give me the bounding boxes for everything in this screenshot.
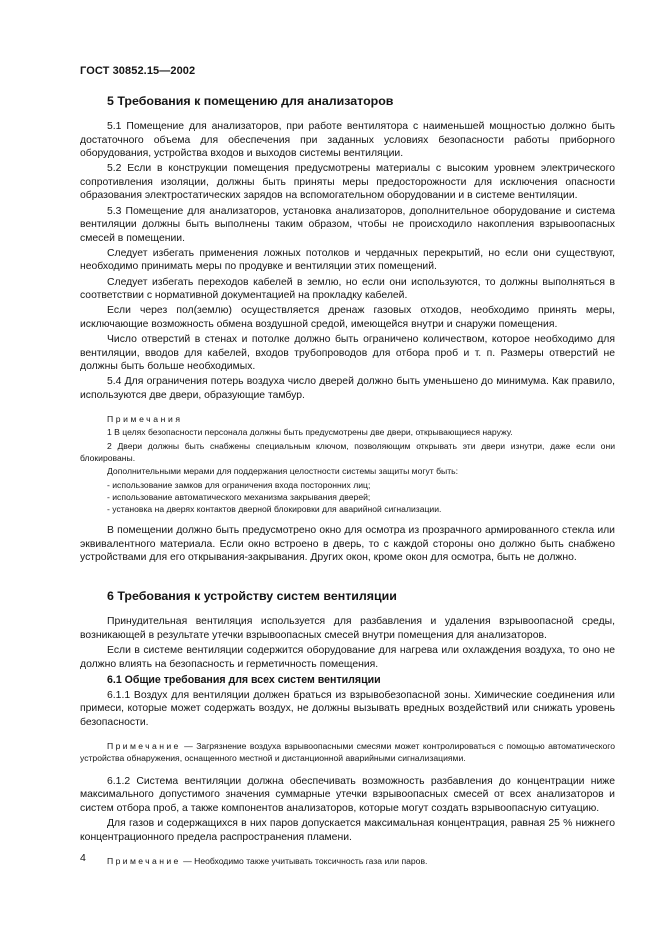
note-label: Примечание <box>107 741 181 752</box>
paragraph-6-1-1: 6.1.1 Воздух для вентиляции должен браться из взрывобезопасной зоны. Химические соединения или примеси, которые может содержать воздух, не должны вызывать вредных воздействий или снижать уровень безопасности. <box>80 689 615 728</box>
note-text: — Загрязнение воздуха взрывоопасными смесями может контролироваться с помощью автоматического устройства обнаружения, оснащенного местной и дистанционной аварийными сигнализациями. <box>80 741 615 764</box>
note-text: — Необходимо также учитывать токсичность газа или паров. <box>180 855 428 866</box>
section-5-title: 5 Требования к помещению для анализаторов <box>107 94 394 108</box>
paragraph-5-1: 5.1 Помещение для анализаторов, при работе вентилятора с наименьшей мощностью должно быть достаточного объема для обеспечения при заданных условиях безопасности работы приборного оборудования, устройства входов и выходов системы вентиляции. <box>80 121 615 160</box>
paragraph-window: В помещении должно быть предусмотрено окно для осмотра из прозрачного армированного стекла или эквивалентного материала. Если окно встроено в дверь, то с каждой стороны оно должно быть снабжено устройствами для его открывания-закрывания. Других окон, кроме окон для осмотра, быть не должно. <box>80 525 615 564</box>
paragraph-cables: Следует избегать переходов кабелей в землю, но если они используются, то должны выполняться в соответствии с нормативной документацией на прокладку кабелей. <box>80 276 615 302</box>
page-number: 4 <box>80 852 86 864</box>
paragraph-concentration: Для газов и содержащихся в них паров допускается максимальная концентрация, равная 25 % нижнего концентрационного предела распространения пламени. <box>80 818 615 843</box>
note-1: 1 В целях безопасности персонала должны быть предусмотрены две двери, открывающиеся наружу. <box>107 426 513 437</box>
document-header: ГОСТ 30852.15—2002 <box>80 65 196 77</box>
paragraph-heating-cooling: Если в системе вентиляции содержится оборудование для нагрева или охлаждения воздуха, то оно не должно влиять на безопасность и герметичность помещения. <box>80 645 615 670</box>
paragraph-6-1-2: 6.1.2 Система вентиляции должна обеспечивать возможность разбавления до концентрации ниже максимального допустимого значения суммарные утечки взрывоопасных смесей от всех анализаторов и систем отбора проб, а также компонентов анализаторов, которые могут создать взрывоопасную ситуацию. <box>80 775 615 814</box>
paragraph-openings: Число отверстий в стенах и потолке должно быть ограничено количеством, которое необходимо для вентиляции, вводов для кабелей, входов трубопроводов для отбора проб и т. п. Размеры отверстий не должны быть больше необходимых. <box>80 333 615 373</box>
paragraph-ceilings: Следует избегать применения ложных потолков и чердачных перекрытий, но если они существуют, необходимо принимать меры по продувке и вентиляции этих помещений. <box>80 247 615 273</box>
list-item: - использование замков для ограничения входа посторонних лиц; <box>107 479 371 490</box>
page-content <box>80 93 615 868</box>
paragraph-forced-ventilation: Принудительная вентиляция используется для разбавления и удаления взрывоопасной среды, возникающей в результате утечки взрывоопасных смесей внутри помещения для анализаторов. <box>80 616 615 641</box>
list-item: - использование автоматического механизма закрывания дверей; <box>107 491 371 502</box>
note-air-contamination <box>80 740 615 764</box>
paragraph-5-3: 5.3 Помещение для анализаторов, установка анализаторов, дополнительное оборудование и система вентиляции должны быть выполнены таким образом, чтобы не происходило накопления взрывоопасных смесей в помещении. <box>80 205 615 244</box>
list-item: - установка на дверях контактов дверной блокировки для аварийной сигнализации. <box>107 504 442 515</box>
notes-title: Примечания <box>107 413 183 424</box>
paragraph-5-2: 5.2 Если в конструкции помещения предусмотрены материалы с высоким уровнем электрического сопротивления изоляции, должны быть приняты меры предосторожности для исключения опасности образования электростатических зарядов на вспомогательном оборудовании и в системе вентиляции. <box>80 163 615 202</box>
note-toxicity <box>80 855 615 867</box>
paragraph-5-4: 5.4 Для ограничения потерь воздуха число дверей должно быть уменьшено до минимума. Как правило, используются две двери, образующие тамбур. <box>80 376 615 401</box>
section-6-title: 6 Требования к устройству систем вентиляции <box>107 589 397 604</box>
note-additional-measures: Дополнительными мерами для поддержания целостности системы защиты могут быть: <box>107 466 459 477</box>
paragraph-drainage: Если через пол(землю) осуществляется дренаж газовых отходов, необходимо принять меры, исключающие возможность обмена воздушной средой, имеющейся внутри и снаружи помещения. <box>80 305 615 330</box>
subsection-6-1-title: 6.1 Общие требования для всех систем вентиляции <box>107 673 381 686</box>
note-label: Примечание <box>107 855 181 866</box>
note-2: 2 Двери должны быть снабжены специальным ключом, позволяющим открывать эти двери изнутри, даже если они блокированы. <box>80 440 615 463</box>
